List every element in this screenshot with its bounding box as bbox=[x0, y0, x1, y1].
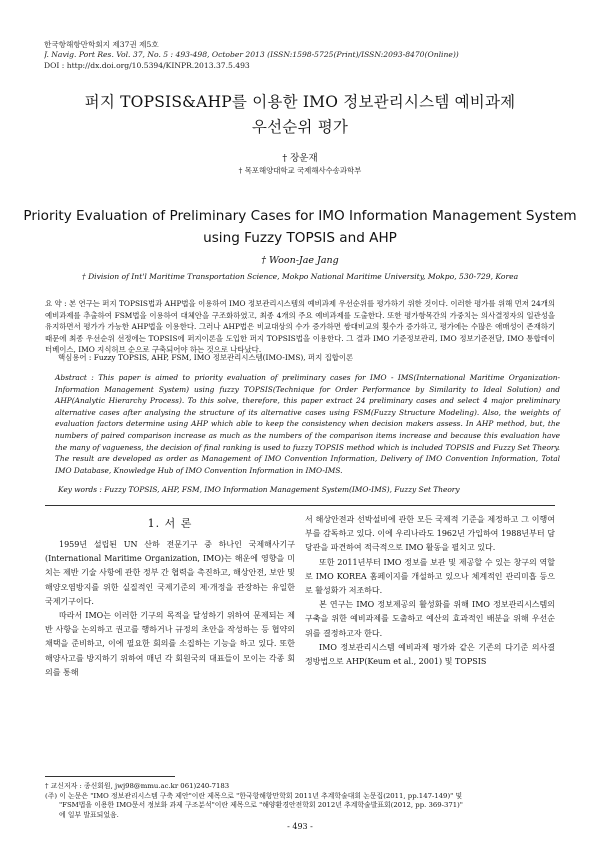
korean-author: † 장운재 bbox=[282, 153, 318, 164]
paragraph: IMO 정보관리시스템 예비과제 평가와 같은 기존의 다기준 의사결정방법으로 AHP(Keum et al., 2001) 및 TOPSIS bbox=[305, 642, 555, 667]
paragraph: 서 해상안전과 선박설비에 관한 모든 국제적 기준을 제정하고 그 이행여부를 감독하고 있다. 이에 우리나라도 1962년 가입하여 1988년부터 담당관을 파견하여 적극적으로 IMO 활동을 펼치고 있다. bbox=[305, 515, 555, 553]
section-heading: 1. 서 론 bbox=[147, 517, 193, 530]
footnote-note-cont: "FSM법을 이용한 IMO문서 정보화 과제 구조분석"이란 제목으로 "해양환경안전학회 2012년 추계학술발표회(2012, pp. 369-371)" bbox=[59, 801, 463, 810]
journal-citation: J. Navig. Port Res. Vol. 37, No. 5 : 493-498, October 2013 (ISSN:1598-5725(Print)/ISSN:2093-8470(Online)) bbox=[44, 50, 459, 60]
journal-name: 한국항해항만학회지 제37권 제5호 bbox=[44, 40, 159, 49]
korean-abstract: 요 약 : 본 연구는 퍼지 TOPSIS법과 AHP법을 이용하여 IMO 정보관리시스템의 예비과제 우선순위를 평가하기 위한 것이다. 이러한 평가를 위해 먼저 24개의 예비과제를 추출하여 FSM법을 이용하여 대체안을 구조화하였고, 최종 4개의 주요 예비과제를 도출한다. 또한 평가항목간의 가중치는 의사결정자의 일관성을 유지하면서 평가가 가능한 AHP법을 이용한다. 그러나 AHP법은 비교대상의 수가 증가하면 쌍대비교의 횟수가 증가하고, 평가에는 수많은 애매성이 존재하기 때문에 최종 우선순위 선정에는 TOPSIS에 퍼지이론을 도입한 퍼지 TOPSIS법을 이용한다. 그 결과 IMO 기준정보관리, IMO 정보기준전달, IMO 통합데이터베이스, IMO 지식허브 순으로 구축되어야 하는 것으로 나타났다. bbox=[45, 299, 555, 355]
english-keywords: Key words : Fuzzy TOPSIS, AHP, FSM, IMO Information Management System(IMO-IMS), Fuzzy Set Theory bbox=[58, 485, 460, 494]
page-number: - 493 - bbox=[287, 822, 313, 831]
footnote-rule bbox=[45, 776, 175, 777]
english-abstract: Abstract : This paper is aimed to priority evaluation of preliminary cases for IMO - IMS(International Maritime Organization-Information Management System) using fuzzy TOPSIS(Technique for Order Performance by Similarity to Ideal Solution) and AHP(Analytic Hierarchy Process). To this solve, therefore, this paper extract 24 preliminary cases and select 4 major preliminary alternative cases after analysing the structure of its alternative cases using FSM(Fuzzy Structure Modeling). Also, the weights of evaluation factors determine using AHP which able to keep the consistency when decision makers assess. In AHP method, but, the numbers of paired comparison increase as much as the numbers of the comparison items increase and because this evaluation have the many of vagueness, the decision of final ranking is used to fuzzy TOPSIS method which is included TOPSIS and Fuzzy Set Theory. The result are developed as order as Management of IMO Convention Information, Delivery of IMO Convention Information, Total IMO Database, Knowledge Hub of IMO Convention Information in IMO-IMS. bbox=[55, 373, 560, 475]
footnote-corresponding: † 교신저자 : 종신회원, jwj98@mmu.ac.kr 061)240-7183 bbox=[45, 782, 230, 790]
footnote-note: (주) 이 논문은 "IMO 정보관리시스템 구축 제안"이란 제목으로 "한국항해항만학회 2011년 추계학술대회 논문집(2011, pp.147-149)" 및 bbox=[45, 791, 463, 800]
paragraph: 또한 2011년부터 IMO 정보를 보관 및 제공할 수 있는 창구의 역할로 IMO KOREA 홈페이지를 개설하고 있으나 체계적인 관리미흡 등으로 활성화가 저조하다. bbox=[305, 557, 555, 596]
right-column bbox=[305, 513, 555, 669]
english-title-line1: Priority Evaluation of Preliminary Cases for IMO Information Management System bbox=[23, 208, 577, 224]
paragraph: 따라서 IMO는 이러한 기구의 목적을 달성하기 위하여 문제되는 제반 사항을 논의하고 권고를 행하거나 규정의 초안을 작성하는 등 협약의 채택을 준비하고, 이에 필요한 회의를 소집하는 기능을 하고 있다. 또한 해양사고를 방지하기 위하여 매년 각 회원국의 대표들이 모이는 각종 회의를 통해 bbox=[45, 611, 295, 677]
english-title-line2: using Fuzzy TOPSIS and AHP bbox=[203, 230, 397, 246]
doi: DOI : http://dx.doi.org/10.5394/KINPR.2013.37.5.493 bbox=[44, 60, 250, 70]
english-author: † Woon-Jae Jang bbox=[261, 255, 339, 266]
section-divider bbox=[45, 505, 555, 506]
journal-header bbox=[44, 40, 564, 71]
english-affiliation: † Division of Int'l Maritime Transportation Science, Mokpo National Maritime University, Mokpo, 530-729, Korea bbox=[81, 272, 519, 281]
korean-affiliation: † 목포해양대학교 국제해사수송과학부 bbox=[238, 166, 362, 175]
korean-keywords: 핵심용어 : Fuzzy TOPSIS, AHP, FSM, IMO 정보관리시스템(IMO-IMS), 퍼지 집합이론 bbox=[58, 353, 354, 362]
korean-title-line1: 퍼지 TOPSIS&AHP를 이용한 IMO 정보관리시스템 예비과제 bbox=[84, 93, 516, 111]
footnote-note-end: 에 일부 발표되었음. bbox=[59, 810, 119, 819]
left-column bbox=[45, 512, 295, 680]
paragraph: 1959년 설립된 UN 산하 전문기구 중 하나인 국제해사기구(International Maritime Organization, IMO)는 해운에 영향을 미치는 제반 기술 사항에 관한 정부 간 협력을 촉진하고, 해상안전, 보안 및 해양오염방지를 위한 실질적인 국제기준의 제·개정을 관장하는 유일한 국제기구이다. bbox=[45, 540, 295, 606]
footnotes bbox=[45, 782, 555, 820]
paragraph: 본 연구는 IMO 정보제공의 활성화를 위해 IMO 정보관리시스템의 구축을 위한 예비과제를 도출하고 예산의 효과적인 배분을 위해 우선순위를 결정하고자 한다. bbox=[305, 600, 555, 638]
korean-title-line2: 우선순위 평가 bbox=[251, 118, 349, 136]
